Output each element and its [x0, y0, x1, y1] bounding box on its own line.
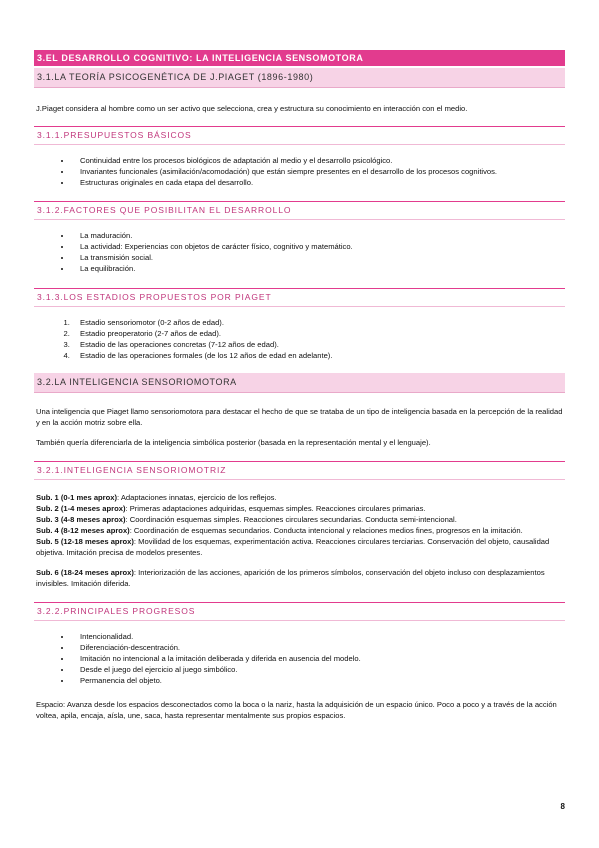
substage-line: Sub. 5 (12-18 meses aprox): Movilidad de los esquemas, experimentación activa. Reacciones circulares terciarias. Conservación del objeto, causalidad objetiva. Imitación precisa de modelos presentes. [36, 537, 550, 557]
substage-line: Sub. 2 (1-4 meses aprox): Primeras adaptaciones adquiridas, esquemas simples. Reacciones circulares primarias. [36, 504, 426, 513]
list-item: • Diferenciación-descentración. [72, 642, 565, 653]
list-item: • La maduración. [72, 230, 565, 241]
list-item: 1. Estadio sensoriomotor (0-2 años de edad). [72, 317, 565, 328]
factores-list [34, 230, 565, 274]
list-item: • Imitación no intencional a la imitación deliberada y diferida en ausencia del modelo. [72, 653, 565, 664]
substages-block [34, 492, 565, 589]
list-item: • Permanencia del objeto. [72, 675, 565, 686]
intro-paragraph: J.Piaget considera al hombre como un ser activo que selecciona, crea y estructura su conocimiento en interacción con el medio. [36, 104, 468, 113]
substage-line: Sub. 1 (0-1 mes aprox): Adaptaciones innatas, ejercicio de los reflejos. [36, 493, 277, 502]
paragraph: Una inteligencia que Piaget llamo sensoriomotora para destacar el hecho de que se trataba de un tipo de inteligencia basada en la percepción de la realidad y en la acción motriz sobre ella. [36, 407, 563, 427]
section-3-1-heading: 3.1.LA TEORÍA PSICOGENÉTICA DE J.PIAGET (1896-1980) [34, 68, 565, 88]
section-3-heading: 3.EL DESARROLLO COGNITIVO: LA INTELIGENCIA SENSOMOTORA [34, 50, 565, 66]
list-item: • Invariantes funcionales (asimilación/acomodación) que están siempre presentes en el desarrollo de los procesos cognitivos. [72, 166, 565, 177]
espacio-paragraph: Espacio: Avanza desde los espacios desconectados como la boca o la nariz, hasta la adquisición de un espacio único. Poco a poco y a través de la acción voltea, apila, encaja, aísla, une, saca, hasta representar mentalmente sus propios espacios. [36, 700, 557, 720]
list-item: 4. Estadio de las operaciones formales (de los 12 años de edad en adelante). [72, 350, 565, 361]
paragraph: También quería diferenciarla de la inteligencia simbólica posterior (basada en la representación mental y el lenguaje). [36, 438, 431, 447]
list-item: • Continuidad entre los procesos biológicos de adaptación al medio y el desarrollo psicológico. [72, 155, 565, 166]
section-3-1-1-heading: 3.1.1.PRESUPUESTOS BÁSICOS [34, 126, 565, 145]
substage-line: Sub. 4 (8-12 meses aprox): Coordinación de esquemas secundarios. Conducta intencional y relaciones medios fines, progresos en la imitación. [36, 526, 523, 535]
section-3-1-3-heading: 3.1.3.LOS ESTADIOS PROPUESTOS POR PIAGET [34, 288, 565, 307]
substage-line: Sub. 6 (18-24 meses aprox): Interiorización de las acciones, aparición de los primeros símbolos, conservación del objeto incluso con desplazamientos invisibles. Imitación diferida. [36, 568, 545, 588]
list-item: • La transmisión social. [72, 252, 565, 263]
section-3-2-1-heading: 3.2.1.INTELIGENCIA SENSORIOMOTRIZ [34, 461, 565, 480]
list-item: • Intencionalidad. [72, 631, 565, 642]
estadios-list [34, 317, 565, 361]
list-item: • La equilibración. [72, 263, 565, 274]
section-3-2-2-heading: 3.2.2.PRINCIPALES PROGRESOS [34, 602, 565, 621]
section-3-1-2-heading: 3.1.2.FACTORES QUE POSIBILITAN EL DESARROLLO [34, 201, 565, 220]
list-item: 2. Estadio preoperatorio (2-7 años de edad). [72, 328, 565, 339]
list-item: • Estructuras originales en cada etapa del desarrollo. [72, 177, 565, 188]
list-item: 3. Estadio de las operaciones concretas (7-12 años de edad). [72, 339, 565, 350]
list-item: • Desde el juego del ejercicio al juego simbólico. [72, 664, 565, 675]
progresos-list [34, 631, 565, 686]
page-number: 8 [560, 802, 565, 811]
section-3-2-heading: 3.2.LA INTELIGENCIA SENSORIOMOTORA [34, 373, 565, 393]
substage-line: Sub. 3 (4-8 meses aprox): Coordinación esquemas simples. Reacciones circulares secundarias. Conducta semi-intencional. [36, 515, 457, 524]
presupuestos-list [34, 155, 565, 188]
document-page [34, 50, 565, 721]
list-item: • La actividad: Experiencias con objetos de carácter físico, cognitivo y matemático. [72, 241, 565, 252]
